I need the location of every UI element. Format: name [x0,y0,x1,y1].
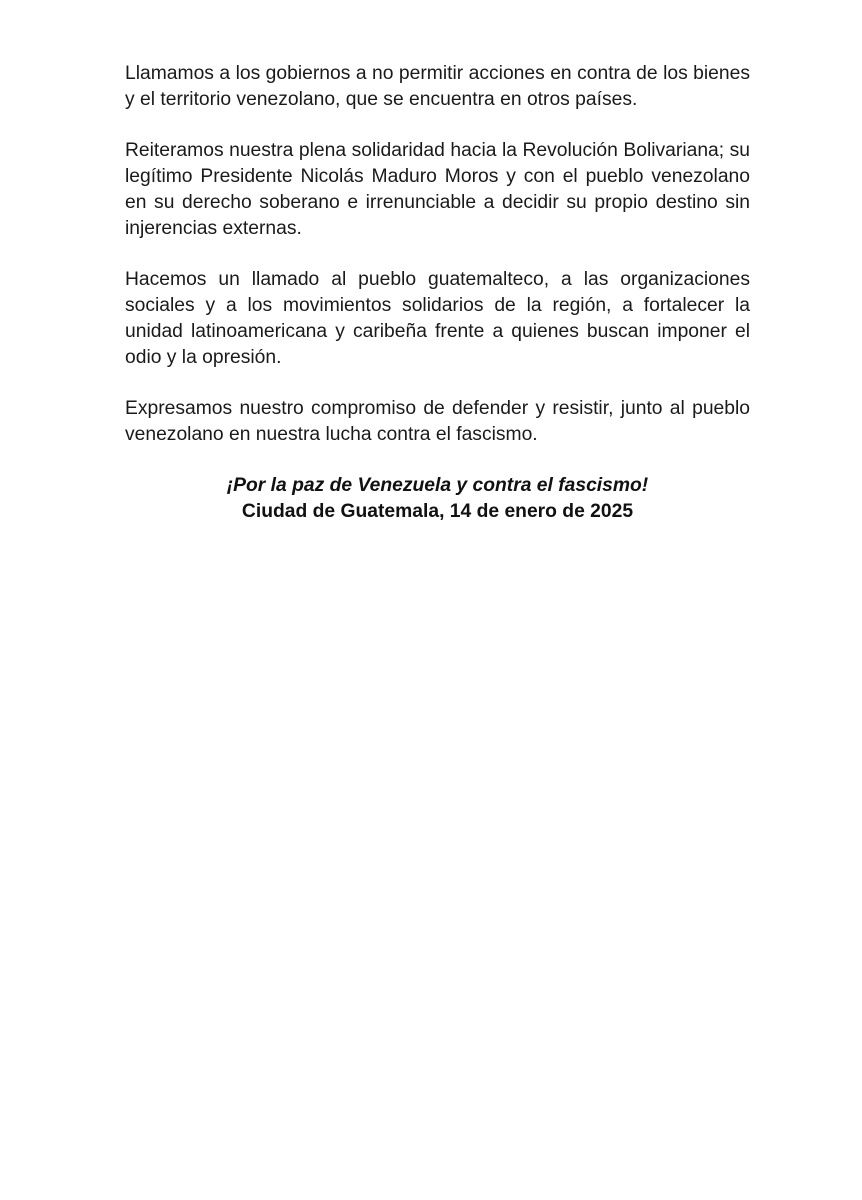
closing-block [125,473,750,525]
closing-slogan: ¡Por la paz de Venezuela y contra el fascismo! [226,475,649,496]
document-body [125,61,750,525]
paragraph-commitment: Expresamos nuestro compromiso de defender y resistir, junto al pueblo venezolano en nuestra lucha contra el fascismo. [125,398,750,445]
paragraph-solidarity: Reiteramos nuestra plena solidaridad hacia la Revolución Bolivariana; su legítimo Presidente Nicolás Maduro Moros y con el pueblo venezolano en su derecho soberano e irrenunciable a decidir su propio destino sin injerencias externas. [125,140,750,239]
paragraph-governments-call: Llamamos a los gobiernos a no permitir acciones en contra de los bienes y el territorio venezolano, que se encuentra en otros países. [125,63,750,110]
place-and-date: Ciudad de Guatemala, 14 de enero de 2025 [241,501,634,522]
paragraph-call-to-people: Hacemos un llamado al pueblo guatemalteco, a las organizaciones sociales y a los movimientos solidarios de la región, a fortalecer la unidad latinoamericana y caribeña frente a quienes buscan imponer el odio y la opresión. [125,269,750,368]
